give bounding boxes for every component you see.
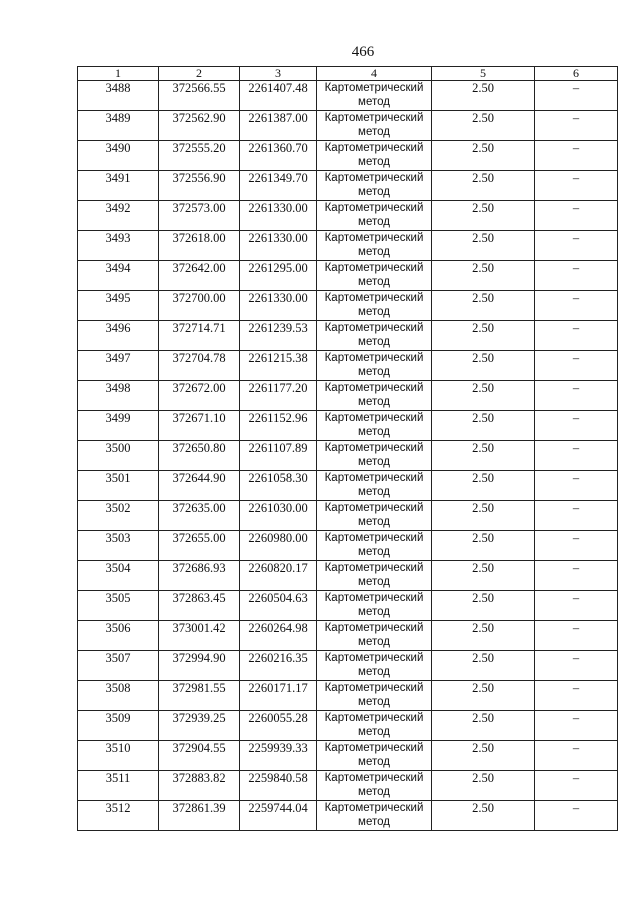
column-header-y: 3 <box>240 67 317 81</box>
y-coordinate-cell: 2261330.00 <box>240 231 317 261</box>
accuracy-cell: 2.50 <box>432 621 535 651</box>
table-row <box>78 111 618 141</box>
point-number-cell: 3511 <box>78 771 159 801</box>
accuracy-cell: 2.50 <box>432 561 535 591</box>
note-cell: – <box>535 501 618 531</box>
table-row <box>78 621 618 651</box>
column-header-accuracy: 5 <box>432 67 535 81</box>
note-cell: – <box>535 681 618 711</box>
x-coordinate-cell: 372700.00 <box>159 291 240 321</box>
accuracy-cell: 2.50 <box>432 81 535 111</box>
note-cell: – <box>535 711 618 741</box>
table-row <box>78 651 618 681</box>
x-coordinate-cell: 372671.10 <box>159 411 240 441</box>
point-number-cell: 3491 <box>78 171 159 201</box>
note-cell: – <box>535 771 618 801</box>
accuracy-cell: 2.50 <box>432 171 535 201</box>
y-coordinate-cell: 2261330.00 <box>240 201 317 231</box>
point-number-cell: 3502 <box>78 501 159 531</box>
x-coordinate-cell: 372644.90 <box>159 471 240 501</box>
note-cell: – <box>535 171 618 201</box>
accuracy-cell: 2.50 <box>432 591 535 621</box>
note-cell: – <box>535 531 618 561</box>
x-coordinate-cell: 372883.82 <box>159 771 240 801</box>
point-number-cell: 3509 <box>78 711 159 741</box>
y-coordinate-cell: 2261330.00 <box>240 291 317 321</box>
note-cell: – <box>535 291 618 321</box>
accuracy-cell: 2.50 <box>432 411 535 441</box>
y-coordinate-cell: 2261152.96 <box>240 411 317 441</box>
table-row <box>78 471 618 501</box>
x-coordinate-cell: 372904.55 <box>159 741 240 771</box>
column-header-x: 2 <box>159 67 240 81</box>
point-number-cell: 3493 <box>78 231 159 261</box>
table-row <box>78 531 618 561</box>
method-cell: Картометрический метод <box>317 261 432 291</box>
table-row <box>78 321 618 351</box>
accuracy-cell: 2.50 <box>432 441 535 471</box>
x-coordinate-cell: 372642.00 <box>159 261 240 291</box>
method-cell: Картометрический метод <box>317 801 432 831</box>
method-cell: Картометрический метод <box>317 591 432 621</box>
table-row <box>78 381 618 411</box>
x-coordinate-cell: 372863.45 <box>159 591 240 621</box>
x-coordinate-cell: 372566.55 <box>159 81 240 111</box>
note-cell: – <box>535 741 618 771</box>
method-cell: Картометрический метод <box>317 81 432 111</box>
y-coordinate-cell: 2261360.70 <box>240 141 317 171</box>
method-cell: Картометрический метод <box>317 291 432 321</box>
table-row <box>78 741 618 771</box>
note-cell: – <box>535 471 618 501</box>
note-cell: – <box>535 261 618 291</box>
column-header-note: 6 <box>535 67 618 81</box>
y-coordinate-cell: 2259744.04 <box>240 801 317 831</box>
coordinates-table <box>77 66 618 831</box>
note-cell: – <box>535 621 618 651</box>
x-coordinate-cell: 372861.39 <box>159 801 240 831</box>
y-coordinate-cell: 2261107.89 <box>240 441 317 471</box>
point-number-cell: 3489 <box>78 111 159 141</box>
x-coordinate-cell: 372981.55 <box>159 681 240 711</box>
x-coordinate-cell: 372686.93 <box>159 561 240 591</box>
table-row <box>78 351 618 381</box>
table-row <box>78 81 618 111</box>
accuracy-cell: 2.50 <box>432 381 535 411</box>
note-cell: – <box>535 441 618 471</box>
table-row <box>78 141 618 171</box>
y-coordinate-cell: 2260216.35 <box>240 651 317 681</box>
method-cell: Картометрический метод <box>317 741 432 771</box>
method-cell: Картометрический метод <box>317 171 432 201</box>
point-number-cell: 3510 <box>78 741 159 771</box>
accuracy-cell: 2.50 <box>432 231 535 261</box>
method-cell: Картометрический метод <box>317 531 432 561</box>
point-number-cell: 3503 <box>78 531 159 561</box>
x-coordinate-cell: 372655.00 <box>159 531 240 561</box>
y-coordinate-cell: 2261387.00 <box>240 111 317 141</box>
accuracy-cell: 2.50 <box>432 291 535 321</box>
accuracy-cell: 2.50 <box>432 501 535 531</box>
table-row <box>78 711 618 741</box>
y-coordinate-cell: 2261295.00 <box>240 261 317 291</box>
x-coordinate-cell: 372555.20 <box>159 141 240 171</box>
y-coordinate-cell: 2261177.20 <box>240 381 317 411</box>
point-number-cell: 3497 <box>78 351 159 381</box>
x-coordinate-cell: 372939.25 <box>159 711 240 741</box>
note-cell: – <box>535 201 618 231</box>
column-header-method: 4 <box>317 67 432 81</box>
point-number-cell: 3500 <box>78 441 159 471</box>
accuracy-cell: 2.50 <box>432 741 535 771</box>
method-cell: Картометрический метод <box>317 711 432 741</box>
note-cell: – <box>535 801 618 831</box>
method-cell: Картометрический метод <box>317 561 432 591</box>
y-coordinate-cell: 2260055.28 <box>240 711 317 741</box>
note-cell: – <box>535 651 618 681</box>
table-row <box>78 231 618 261</box>
table-row <box>78 801 618 831</box>
y-coordinate-cell: 2261349.70 <box>240 171 317 201</box>
point-number-cell: 3501 <box>78 471 159 501</box>
method-cell: Картометрический метод <box>317 111 432 141</box>
note-cell: – <box>535 411 618 441</box>
y-coordinate-cell: 2261030.00 <box>240 501 317 531</box>
column-header-point-number: 1 <box>78 67 159 81</box>
accuracy-cell: 2.50 <box>432 771 535 801</box>
y-coordinate-cell: 2261407.48 <box>240 81 317 111</box>
point-number-cell: 3498 <box>78 381 159 411</box>
x-coordinate-cell: 372650.80 <box>159 441 240 471</box>
point-number-cell: 3490 <box>78 141 159 171</box>
table-row <box>78 291 618 321</box>
accuracy-cell: 2.50 <box>432 471 535 501</box>
method-cell: Картометрический метод <box>317 771 432 801</box>
point-number-cell: 3496 <box>78 321 159 351</box>
table-row <box>78 201 618 231</box>
method-cell: Картометрический метод <box>317 621 432 651</box>
x-coordinate-cell: 372635.00 <box>159 501 240 531</box>
method-cell: Картометрический метод <box>317 201 432 231</box>
y-coordinate-cell: 2260980.00 <box>240 531 317 561</box>
accuracy-cell: 2.50 <box>432 201 535 231</box>
accuracy-cell: 2.50 <box>432 321 535 351</box>
accuracy-cell: 2.50 <box>432 531 535 561</box>
table-row <box>78 771 618 801</box>
table-row <box>78 261 618 291</box>
table-body <box>78 81 618 831</box>
point-number-cell: 3506 <box>78 621 159 651</box>
x-coordinate-cell: 372994.90 <box>159 651 240 681</box>
point-number-cell: 3512 <box>78 801 159 831</box>
page-number: 466 <box>351 44 375 60</box>
note-cell: – <box>535 111 618 141</box>
point-number-cell: 3494 <box>78 261 159 291</box>
method-cell: Картометрический метод <box>317 471 432 501</box>
method-cell: Картометрический метод <box>317 441 432 471</box>
x-coordinate-cell: 372556.90 <box>159 171 240 201</box>
point-number-cell: 3488 <box>78 81 159 111</box>
method-cell: Картометрический метод <box>317 321 432 351</box>
y-coordinate-cell: 2260171.17 <box>240 681 317 711</box>
table-row <box>78 681 618 711</box>
y-coordinate-cell: 2259939.33 <box>240 741 317 771</box>
accuracy-cell: 2.50 <box>432 111 535 141</box>
method-cell: Картометрический метод <box>317 351 432 381</box>
method-cell: Картометрический метод <box>317 501 432 531</box>
x-coordinate-cell: 372704.78 <box>159 351 240 381</box>
table-row <box>78 441 618 471</box>
note-cell: – <box>535 321 618 351</box>
point-number-cell: 3505 <box>78 591 159 621</box>
y-coordinate-cell: 2260264.98 <box>240 621 317 651</box>
point-number-cell: 3495 <box>78 291 159 321</box>
x-coordinate-cell: 372618.00 <box>159 231 240 261</box>
table-row <box>78 591 618 621</box>
y-coordinate-cell: 2259840.58 <box>240 771 317 801</box>
accuracy-cell: 2.50 <box>432 141 535 171</box>
x-coordinate-cell: 372672.00 <box>159 381 240 411</box>
method-cell: Картометрический метод <box>317 681 432 711</box>
table-row <box>78 501 618 531</box>
x-coordinate-cell: 372562.90 <box>159 111 240 141</box>
point-number-cell: 3499 <box>78 411 159 441</box>
method-cell: Картометрический метод <box>317 381 432 411</box>
y-coordinate-cell: 2261058.30 <box>240 471 317 501</box>
note-cell: – <box>535 141 618 171</box>
table-row <box>78 561 618 591</box>
accuracy-cell: 2.50 <box>432 351 535 381</box>
point-number-cell: 3508 <box>78 681 159 711</box>
table-row <box>78 171 618 201</box>
accuracy-cell: 2.50 <box>432 651 535 681</box>
y-coordinate-cell: 2261239.53 <box>240 321 317 351</box>
note-cell: – <box>535 591 618 621</box>
table-header-row <box>78 67 618 81</box>
note-cell: – <box>535 81 618 111</box>
method-cell: Картометрический метод <box>317 141 432 171</box>
point-number-cell: 3507 <box>78 651 159 681</box>
note-cell: – <box>535 231 618 261</box>
x-coordinate-cell: 373001.42 <box>159 621 240 651</box>
note-cell: – <box>535 351 618 381</box>
y-coordinate-cell: 2260820.17 <box>240 561 317 591</box>
y-coordinate-cell: 2261215.38 <box>240 351 317 381</box>
point-number-cell: 3504 <box>78 561 159 591</box>
method-cell: Картометрический метод <box>317 411 432 441</box>
point-number-cell: 3492 <box>78 201 159 231</box>
accuracy-cell: 2.50 <box>432 711 535 741</box>
table-row <box>78 411 618 441</box>
note-cell: – <box>535 381 618 411</box>
x-coordinate-cell: 372714.71 <box>159 321 240 351</box>
accuracy-cell: 2.50 <box>432 801 535 831</box>
x-coordinate-cell: 372573.00 <box>159 201 240 231</box>
method-cell: Картометрический метод <box>317 231 432 261</box>
method-cell: Картометрический метод <box>317 651 432 681</box>
note-cell: – <box>535 561 618 591</box>
y-coordinate-cell: 2260504.63 <box>240 591 317 621</box>
accuracy-cell: 2.50 <box>432 681 535 711</box>
accuracy-cell: 2.50 <box>432 261 535 291</box>
